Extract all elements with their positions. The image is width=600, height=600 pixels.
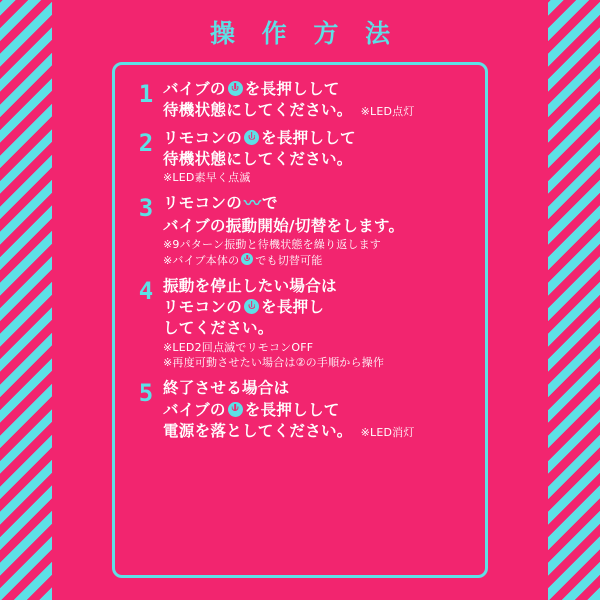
- decorative-stripe-band-left: [0, 0, 52, 600]
- step-inline-note: ※LED消灯: [360, 425, 415, 439]
- instruction-frame: [112, 62, 488, 578]
- step-line: [163, 100, 477, 121]
- step-line: [163, 421, 477, 442]
- list-item: [129, 378, 477, 441]
- steps-list: [129, 79, 477, 449]
- step-text: を長押しして: [261, 129, 356, 148]
- step-body: [163, 378, 477, 441]
- step-line: [163, 193, 477, 216]
- list-item: [129, 276, 477, 371]
- power-icon: [244, 299, 259, 314]
- step-note: ※LED素早く点滅: [163, 171, 251, 185]
- step-line: [163, 297, 477, 318]
- instruction-panel: [52, 0, 548, 600]
- list-item: [129, 128, 477, 186]
- step-number: 3: [138, 194, 154, 223]
- step-text: してください。: [163, 319, 274, 338]
- step-number: 5: [138, 379, 154, 408]
- power-icon: [228, 81, 243, 96]
- step-note: ※9パターン振動と待機状態を繰り返します: [163, 238, 381, 252]
- step-note: ※再度可動させたい場合は②の手順から操作: [163, 356, 385, 370]
- step-line: [163, 378, 477, 399]
- step-note-text: ※バイブ本体の: [163, 254, 240, 268]
- step-line: [163, 128, 477, 149]
- step-text: リモコンの: [163, 298, 243, 317]
- step-number: 2: [138, 129, 154, 158]
- step-line: [163, 79, 477, 100]
- step-number: 4: [138, 277, 154, 306]
- step-line: [163, 318, 477, 339]
- step-line: [163, 149, 477, 170]
- step-number: 1: [138, 80, 154, 108]
- step-text: を長押しして: [244, 80, 340, 98]
- step-text: を長押しして: [244, 400, 340, 419]
- step-text: 待機状態にしてください。: [163, 150, 353, 169]
- list-item: [129, 193, 477, 269]
- step-text: 電源を落としてください。: [163, 421, 353, 440]
- wave-icon: 〰: [244, 194, 261, 215]
- step-text: リモコンの: [163, 129, 243, 148]
- power-icon: [244, 130, 259, 145]
- step-text: を長押し: [261, 298, 325, 317]
- step-note-text: でも切替可能: [255, 254, 323, 268]
- step-text: 振動を停止したい場合は: [163, 277, 337, 296]
- step-text: 終了させる場合は: [163, 379, 290, 398]
- page-title: 操 作 方 法: [209, 19, 400, 48]
- step-line: [163, 400, 477, 421]
- decorative-stripe-band-right: [548, 0, 600, 600]
- step-text: バイブの: [163, 400, 226, 419]
- step-text: 待機状態にしてください。: [163, 101, 353, 120]
- step-line: [163, 216, 477, 237]
- step-note: ※LED2回点滅でリモコンOFF: [163, 340, 314, 354]
- step-inline-note: ※LED点灯: [360, 105, 415, 119]
- step-line: [163, 276, 477, 297]
- step-body: [163, 79, 477, 121]
- step-note: [163, 253, 477, 269]
- list-item: [129, 79, 477, 121]
- power-icon: [228, 402, 243, 417]
- power-icon: [241, 253, 253, 265]
- step-body: [163, 276, 477, 371]
- step-text: リモコンの: [163, 194, 243, 213]
- step-body: [163, 193, 477, 269]
- step-body: [163, 128, 477, 186]
- step-text: バイブの: [163, 80, 226, 98]
- step-text: で: [262, 194, 278, 213]
- step-text: バイブの振動開始/切替をします。: [163, 217, 405, 236]
